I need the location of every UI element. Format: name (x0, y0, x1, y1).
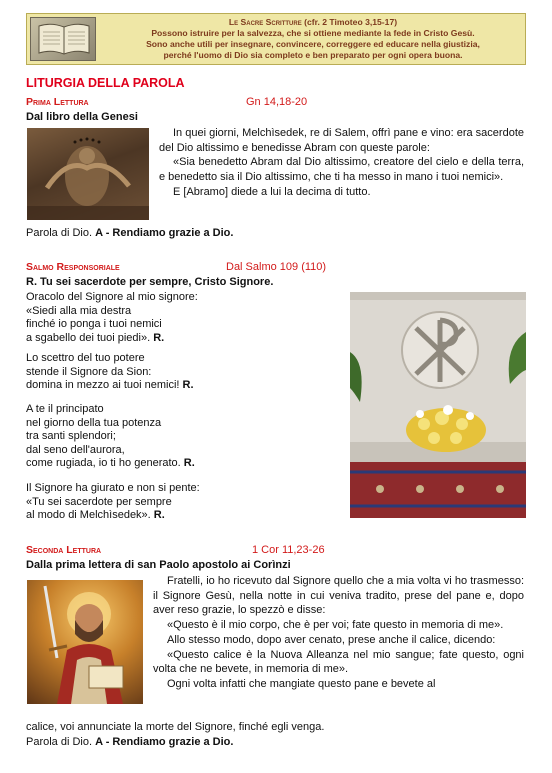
first-reading-text (159, 126, 524, 200)
psalm-response-marker: R. (183, 457, 195, 469)
banner-line-3: perché l'uomo di Dio sia completo e ben preparato per ogni opera buona. (163, 50, 463, 60)
psalm-refrain: R. Tu sei sacerdote per sempre, Cristo Signore. (26, 276, 274, 288)
psalm-response-marker: R. (182, 379, 194, 391)
second-reading-text (153, 574, 524, 692)
first-reading-p1: In quei giorni, Melchìsedek, re di Salem, offrì pane e vino: era sacerdote del Dio altissimo e benedisse Abram con queste parole: (159, 127, 524, 154)
banner-ref: (cfr. 2 Timoteo 3,15-17) (304, 17, 398, 27)
psalm-stanza-4 (26, 482, 200, 523)
first-reading-response: A - Rendiamo grazie a Dio. (95, 227, 234, 239)
psalm-line: «Tu sei sacerdote per sempre (26, 495, 172, 508)
psalm-line: nel giorno della tua potenza (26, 416, 162, 429)
second-reading-ref: 1 Cor 11,23-26 (252, 544, 325, 556)
second-reading-closing (26, 736, 233, 748)
second-reading-response: A - Rendiamo grazie a Dio. (95, 736, 234, 748)
second-reading-p2: «Questo è il mio corpo, che è per voi; fate questo in memoria di me». (167, 619, 504, 632)
psalm-stanza-2 (26, 352, 194, 393)
psalm-line: Oracolo del Signore al mio signore: (26, 291, 198, 303)
second-reading-label: Seconda Lettura (26, 544, 102, 556)
saint-paul-image (27, 580, 143, 704)
first-reading-p3: E [Abramo] diede a lui la decima di tutto. (173, 185, 371, 198)
psalm-line: «Siedi alla mia destra (26, 304, 132, 317)
second-reading-p4: «Questo calice è la Nuova Alleanza nel mio sangue; fate questo, ogni volta che ne bevete, in memoria di me». (153, 648, 524, 676)
psalm-line: tra santi splendori; (26, 430, 116, 442)
scripture-banner (26, 13, 526, 65)
banner-line-2: Sono anche utili per insegnare, convincere, correggere ed educare nella giustizia, (146, 39, 480, 49)
melchizedek-relief-image (27, 128, 149, 220)
first-reading-ref: Gn 14,18-20 (246, 96, 308, 108)
psalm-response-marker: R. (153, 331, 165, 344)
second-reading-p3: Allo stesso modo, dopo aver cenato, prese anche il calice, dicendo: (167, 633, 496, 646)
psalm-stanza-1 (26, 291, 198, 345)
first-reading-source: Dal libro della Genesi (26, 111, 138, 123)
psalm-line: Lo scettro del tuo potere (26, 352, 145, 364)
first-reading-p2: «Sia benedetto Abram dal Dio altissimo, creatore del cielo e della terra, e benedetto sia il Dio altissimo, che ti ha messo in mano i tuoi nemici». (159, 156, 524, 184)
psalm-ref: Dal Salmo 109 (110) (226, 261, 327, 273)
banner-line-1: Possono istruire per la salvezza, che si ottiene mediante la fede in Cristo Gesù. (151, 28, 475, 38)
psalm-line: Il Signore ha giurato e non si pente: (26, 482, 200, 494)
psalm-line: a sgabello dei tuoi piedi». (26, 331, 151, 344)
banner-title: Le Sacre Scritture (228, 17, 302, 27)
first-reading-closing (26, 227, 233, 239)
banner-text (103, 17, 523, 61)
psalm-line: come rugiada, io ti ho generato. (26, 457, 181, 469)
second-reading-p1: Fratelli, io ho ricevuto dal Signore quello che a mia volta vi ho trasmesso: il Signore Gesù, nella notte in cui veniva tradito, prese del pane e, dopo aver reso grazie, lo spezzò e disse: (153, 575, 524, 617)
word-of-god: Parola di Dio. (26, 227, 93, 239)
second-reading-p5b: calice, voi annunciate la morte del Signore, finché egli venga. (26, 721, 325, 733)
psalm-line: finché io ponga i tuoi nemici (26, 318, 162, 330)
psalm-line: al modo di Melchìsedek». (26, 509, 151, 521)
psalm-line: A te il principato (26, 403, 104, 415)
psalm-line: domina in mezzo ai tuoi nemici! (26, 379, 180, 391)
first-reading-label: Prima Lettura (26, 96, 89, 108)
chi-rho-altar-flowers-image (350, 292, 526, 518)
psalm-line: stende il Signore da Sion: (26, 365, 152, 378)
second-reading-p5a: Ogni volta infatti che mangiate questo pane e bevete al (167, 677, 436, 690)
psalm-label: Salmo Responsoriale (26, 261, 120, 273)
open-bible-icon (30, 17, 96, 61)
psalm-line: dal seno dell'aurora, (26, 443, 125, 456)
psalm-stanza-3 (26, 403, 195, 471)
word-of-god: Parola di Dio. (26, 736, 93, 748)
psalm-response-marker: R. (153, 509, 165, 521)
liturgy-title: LITURGIA DELLA PAROLA (26, 76, 185, 90)
second-reading-source: Dalla prima lettera di san Paolo apostolo ai Corìnzi (26, 559, 291, 571)
